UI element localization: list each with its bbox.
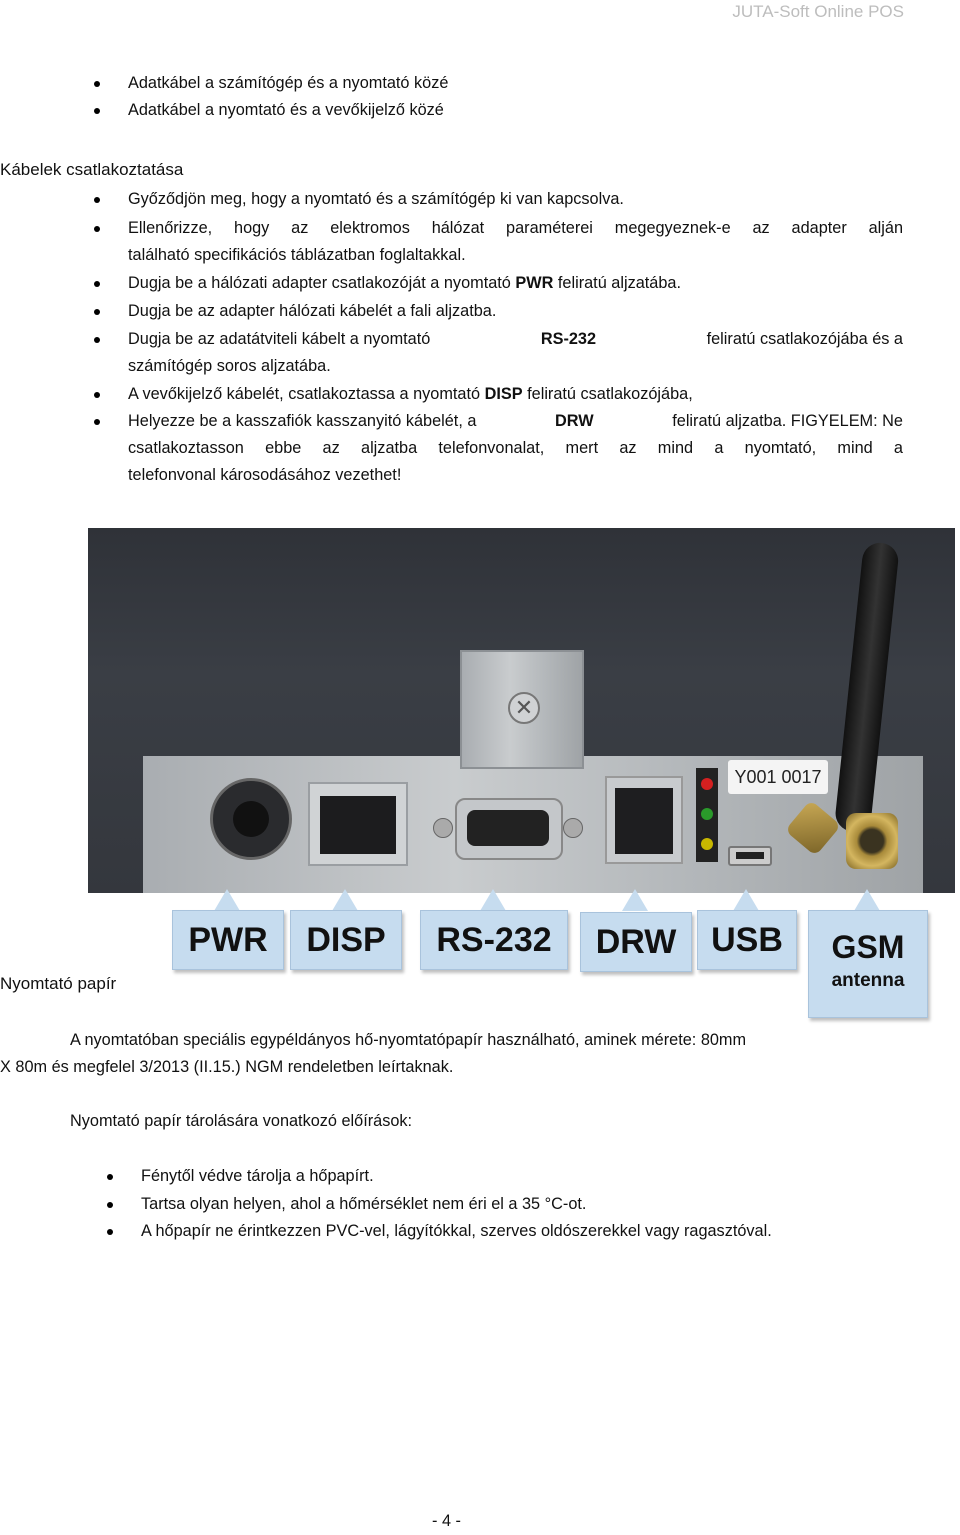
screw-icon: ✕ <box>508 692 540 724</box>
label-usb: USB <box>697 910 797 970</box>
text: Dugja be a hálózati adapter csatlakozóját a nyomtató <box>128 274 516 292</box>
disp-port <box>308 782 408 866</box>
keyword-drw: DRW <box>555 412 594 430</box>
serial-label: Y001 0017 <box>728 760 828 794</box>
list-item-continuation: számítógép soros aljzatába. <box>128 357 331 375</box>
arrow-up-icon <box>214 889 240 911</box>
list-item: Győződjön meg, hogy a nyomtató és a számítógép ki van kapcsolva. <box>128 190 624 208</box>
label-gsm <box>808 910 928 1018</box>
keyword-pwr: PWR <box>515 274 554 292</box>
bullet <box>94 392 100 398</box>
arrow-up-icon <box>332 889 358 911</box>
list-item <box>128 408 903 435</box>
paragraph: X 80m és megfelel 3/2013 (II.15.) NGM rendeletben leírtaknak. <box>0 1058 454 1076</box>
list-item-continuation: telefonvonal károsodásához vezethet! <box>128 466 402 484</box>
led-red <box>701 778 713 790</box>
printer-back-photo <box>88 528 955 893</box>
text: Helyezze be a kasszafiók kasszanyitó kábelét, a <box>128 412 477 430</box>
text: feliratú aljzatba. FIGYELEM: Ne <box>672 412 903 430</box>
header-title: JUTA-Soft Online POS <box>732 2 904 21</box>
label-gsm-title: GSM <box>831 929 905 965</box>
drw-port <box>605 776 683 864</box>
text: A vevőkijelző kábelét, csatlakoztassa a nyomtató <box>128 385 485 403</box>
list-item: Adatkábel a számítógép és a nyomtató közé <box>128 74 449 92</box>
bullet <box>107 1229 113 1235</box>
mounting-bracket <box>460 650 584 769</box>
bullet <box>94 309 100 315</box>
text: feliratú csatlakozójába és a <box>706 330 903 348</box>
bullet <box>107 1174 113 1180</box>
label-gsm-sub: antenna <box>831 970 905 991</box>
paragraph: A nyomtatóban speciális egypéldányos hő-nyomtatópapír használható, aminek mérete: 80mm <box>70 1031 747 1049</box>
list-item <box>128 381 693 408</box>
list-item: Dugja be az adapter hálózati kábelét a fali aljzatba. <box>128 302 497 320</box>
list-item <box>128 270 681 297</box>
storage-heading: Nyomtató papír tárolására vonatkozó előírások: <box>70 1112 413 1130</box>
rs232-port <box>433 796 583 858</box>
bullet <box>94 337 100 343</box>
arrow-up-icon <box>480 889 506 911</box>
list-item: Tartsa olyan helyen, ahol a hőmérséklet nem éri el a 35 °C-ot. <box>141 1195 587 1213</box>
led-green <box>701 808 713 820</box>
label-disp: DISP <box>290 910 402 970</box>
list-item: A hőpapír ne érintkezzen PVC-vel, lágyítókkal, szerves oldószerekkel vagy ragasztóval. <box>141 1222 772 1240</box>
section-heading-paper: Nyomtató papír <box>0 974 117 993</box>
list-item <box>128 326 903 353</box>
keyword-rs232: RS-232 <box>540 330 597 348</box>
led-yellow <box>701 838 713 850</box>
arrow-up-icon <box>854 889 880 911</box>
bullet <box>107 1202 113 1208</box>
usb-port <box>728 846 772 866</box>
text: feliratú aljzatába. <box>553 274 681 292</box>
bullet <box>94 197 100 203</box>
bullet <box>94 281 100 287</box>
list-item: Adatkábel a nyomtató és a vevőkijelző közé <box>128 101 444 119</box>
list-item: Ellenőrizze, hogy az elektromos hálózat paraméterei megegyeznek-e az adapter alján <box>128 219 903 237</box>
label-rs232: RS-232 <box>420 910 568 970</box>
text: feliratú csatlakozójába, <box>522 385 693 403</box>
bullet <box>94 108 100 114</box>
page-number: - 4 - <box>432 1512 461 1530</box>
label-drw: DRW <box>580 912 692 972</box>
section-heading-cables: Kábelek csatlakoztatása <box>0 160 184 179</box>
pwr-port <box>210 778 292 860</box>
list-item: Fénytől védve tárolja a hőpapírt. <box>141 1167 374 1185</box>
arrow-up-icon <box>622 889 648 911</box>
text: Dugja be az adatátviteli kábelt a nyomtató <box>128 330 431 348</box>
label-pwr: PWR <box>172 910 284 970</box>
list-item-continuation: csatlakoztasson ebbe az aljzatba telefonvonalat, mert az mind a nyomtató, mind a <box>128 439 903 457</box>
bullet <box>94 226 100 232</box>
bullet <box>94 81 100 87</box>
keyword-disp: DISP <box>484 385 523 403</box>
arrow-up-icon <box>733 889 759 911</box>
antenna-connector <box>846 813 898 869</box>
list-item-continuation: található specifikációs táblázatban foglaltakkal. <box>128 246 466 264</box>
bullet <box>94 419 100 425</box>
led-panel <box>696 768 718 862</box>
